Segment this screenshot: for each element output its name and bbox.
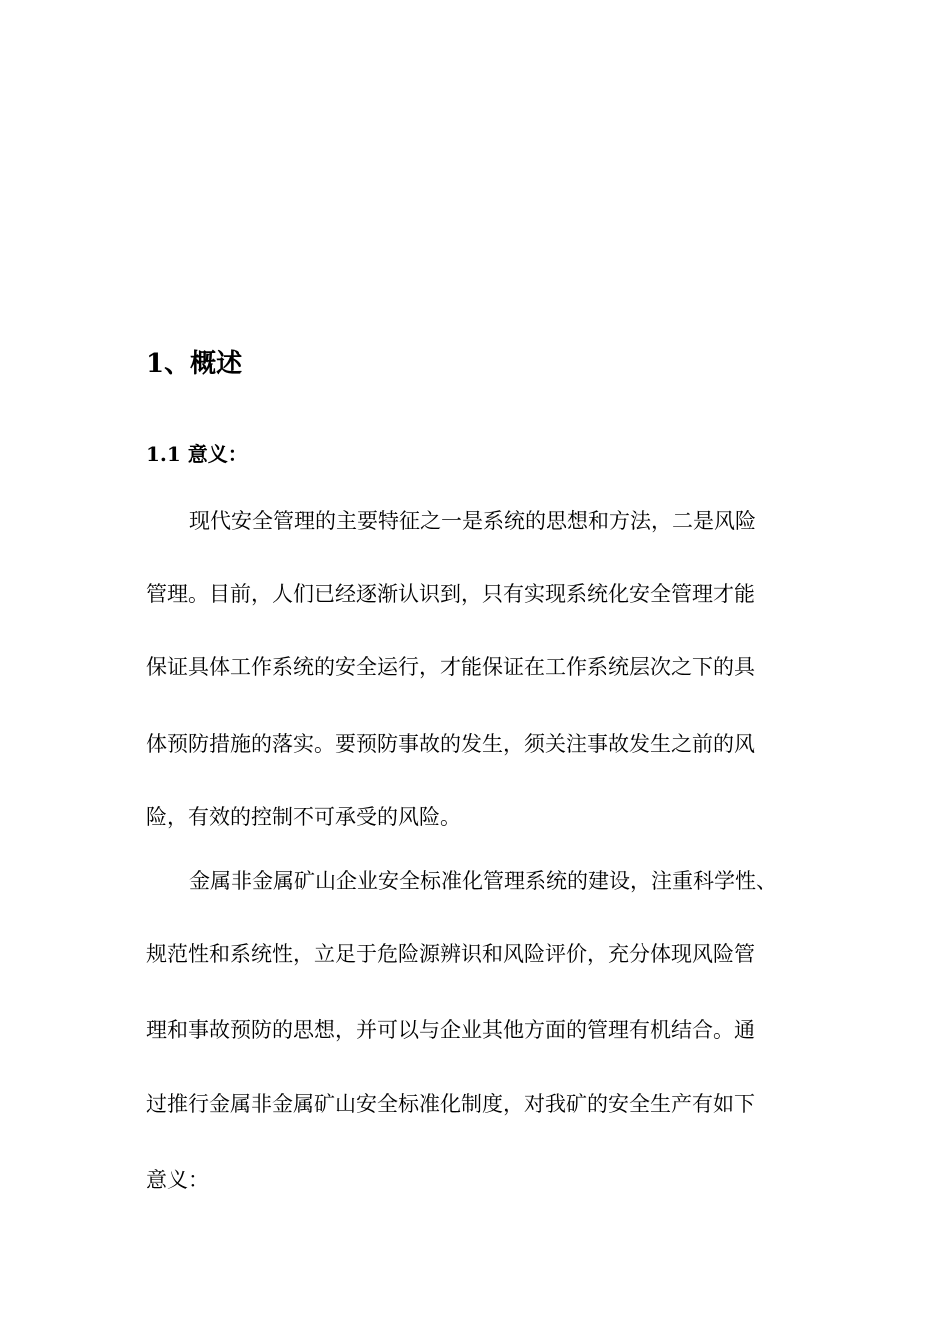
paragraph-2-line-3: 理和事故预防的思想，并可以与企业其他方面的管理有机结合。通 — [146, 1018, 755, 1042]
paragraph-2-line-2: 规范性和系统性，立足于危险源辨识和风险评价，充分体现风险管 — [146, 942, 755, 966]
paragraph-1-line-5: 险，有效的控制不可承受的风险。 — [146, 805, 461, 829]
paragraph-1-line-3: 保证具体工作系统的安全运行，才能保证在工作系统层次之下的具 — [146, 655, 755, 679]
paragraph-1-line-4: 体预防措施的落实。要预防事故的发生，须关注事故发生之前的风 — [146, 732, 755, 756]
paragraph-1-line-1: 现代安全管理的主要特征之一是系统的思想和方法，二是风险 — [189, 509, 756, 533]
paragraph-2-line-5: 意义： — [146, 1168, 209, 1192]
paragraph-1-line-2: 管理。目前，人们已经逐渐认识到，只有实现系统化安全管理才能 — [146, 582, 755, 606]
subsection-heading: 1.1 意义： — [146, 442, 248, 466]
paragraph-2-line-4: 过推行金属非金属矿山安全标准化制度，对我矿的安全生产有如下 — [146, 1092, 755, 1116]
section-heading: 1、概述 — [146, 349, 243, 379]
paragraph-2-line-1: 金属非金属矿山企业安全标准化管理系统的建设，注重科学性、 — [189, 869, 777, 893]
